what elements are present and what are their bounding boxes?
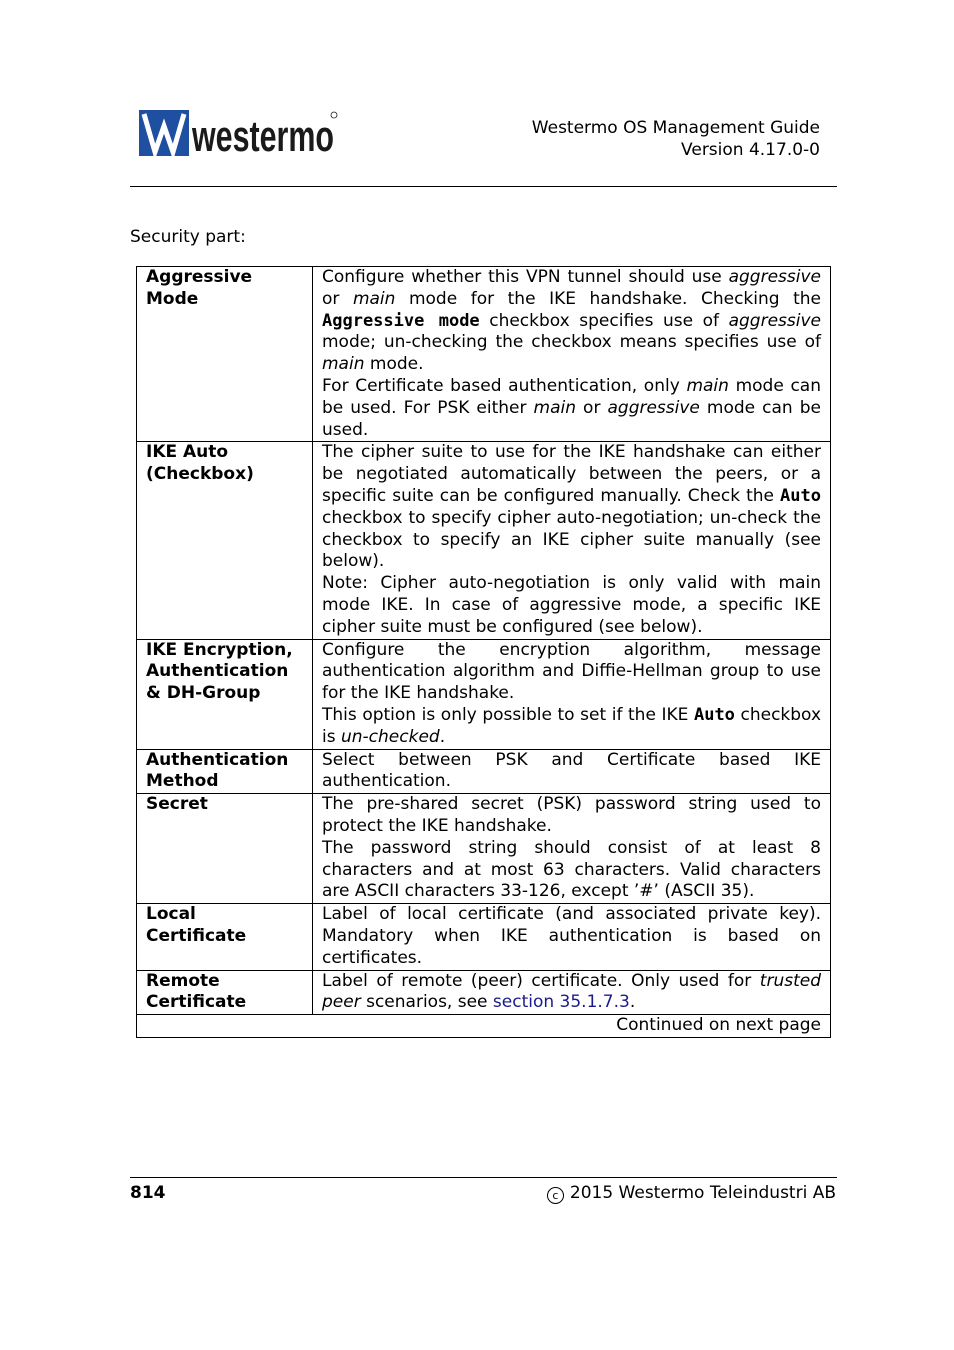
parameter-name-line: Remote (146, 970, 220, 991)
parameter-description (313, 794, 831, 904)
emphasis-text: aggressive (728, 310, 821, 331)
table-row (137, 267, 831, 442)
footer-rule (130, 1177, 837, 1178)
parameter-name-line: Certificate (146, 992, 247, 1013)
description-text: The pre-shared secret (PSK) password string used to protect the IKE handshake. (322, 794, 821, 836)
table-row (137, 794, 831, 904)
parameter-description (313, 267, 831, 442)
parameter-name-line: Authentication (146, 661, 289, 682)
emphasis-text: trusted peer (322, 970, 821, 1013)
description-text: . (439, 726, 446, 747)
parameter-name (137, 267, 313, 442)
header-rule (130, 186, 837, 187)
ui-label-code: Auto (780, 485, 821, 506)
parameter-name-line: IKE Encryption, (146, 639, 293, 660)
parameter-name-line: (Checkbox) (146, 464, 254, 485)
table-row (137, 442, 831, 639)
parameter-description (313, 442, 831, 639)
description-text: checkbox is (322, 704, 821, 747)
description-text: Configure the encryption algorithm, message authentication algorithm and Diffie-Hellman group to use for the IKE handshake. (322, 639, 821, 704)
table-row (137, 639, 831, 749)
parameter-description (313, 970, 831, 1015)
emphasis-text: main (352, 288, 396, 309)
table-row (137, 749, 831, 794)
description-text: This option is only possible to set if the IKE (322, 704, 694, 725)
emphasis-text: main (322, 354, 365, 375)
description-text: mode can be used. For PSK either (322, 375, 821, 418)
emphasis-text: un-checked (340, 726, 440, 747)
description-text: or (576, 397, 608, 418)
parameter-description (313, 639, 831, 749)
description-text: The cipher suite to use for the IKE handshake can either be negotiated automatically between the peers, or a specific suite can be configured manually. Check the (322, 442, 821, 506)
description-text: Select between PSK and Certificate based IKE authentication. (322, 749, 821, 792)
copyright (547, 1182, 836, 1204)
continued-note: Continued on next page (137, 1015, 831, 1038)
description-text: checkbox specifies use of (479, 310, 729, 331)
parameter-name-line: Aggressive (146, 267, 253, 287)
section-label: Security part: (130, 227, 246, 247)
description-text: Note: Cipher auto-negotiation is only valid with main mode IKE. In case of aggressive mode, a specific IKE cipher suite must be configured (see below). (322, 573, 821, 637)
westermo-logo (139, 110, 339, 161)
parameter-name-line: Method (146, 771, 219, 792)
parameter-name (137, 904, 313, 970)
logo-wordmark: westermo (191, 112, 334, 161)
table-row (137, 904, 831, 970)
description-text: Label of local certificate (and associated private key). Mandatory when IKE authentication is based on certificates. (322, 904, 821, 968)
parameter-name (137, 749, 313, 794)
emphasis-text: aggressive (728, 267, 821, 287)
section-link[interactable]: section 35.1.7.3 (492, 992, 630, 1013)
description-text: mode. (364, 354, 424, 375)
description-text: mode; un-checking the checkbox means specifies use of (322, 332, 821, 353)
parameter-name (137, 970, 313, 1015)
parameter-description (313, 904, 831, 970)
description-text: mode for the IKE handshake. Checking the (395, 288, 821, 309)
emphasis-text: main (686, 375, 729, 396)
ui-label-code: Aggressive mode (322, 310, 480, 331)
description-text: or (322, 288, 353, 309)
emphasis-text: main (533, 397, 577, 418)
parameter-name-line: & DH-Group (146, 683, 261, 704)
parameter-name (137, 794, 313, 904)
description-text: Configure whether this VPN tunnel should use (322, 267, 729, 287)
copyright-icon: c (547, 1187, 564, 1204)
parameter-name-line: IKE Auto (146, 442, 229, 463)
description-text: . (629, 992, 636, 1013)
description-text: For Certificate based authentication, only (322, 375, 687, 396)
parameter-description (313, 749, 831, 794)
parameter-name-line: Local (146, 904, 196, 925)
document-version: Version 4.17.0-0 (681, 140, 820, 160)
parameter-name-line: Authentication (146, 749, 289, 770)
ui-label-code: Auto (693, 704, 735, 725)
document-title: Westermo OS Management Guide (531, 118, 820, 138)
parameter-name-line: Mode (146, 288, 199, 309)
parameter-name (137, 639, 313, 749)
page-number: 814 (130, 1183, 166, 1203)
parameter-name-line: Secret (146, 794, 208, 815)
copyright-text: 2015 Westermo Teleindustri AB (569, 1183, 836, 1203)
table-row (137, 970, 831, 1015)
description-text: scenarios, see (360, 992, 493, 1013)
parameter-name-line: Certificate (146, 925, 247, 946)
description-text: The password string should consist of at least 8 characters and at most 63 characters. Valid characters are ASCII characters 33-126, except ’#’ (ASCII 35). (322, 837, 821, 902)
parameter-table (136, 266, 831, 1038)
emphasis-text: aggressive (607, 397, 700, 418)
parameter-name (137, 442, 313, 639)
document-header (532, 117, 820, 161)
description-text: Label of remote (peer) certificate. Only used for (322, 970, 760, 991)
description-text: mode can be used. (322, 397, 821, 440)
description-text: checkbox to specify cipher auto-negotiation; un-check the checkbox to specify an IKE cipher suite manually (see below). (322, 507, 821, 572)
